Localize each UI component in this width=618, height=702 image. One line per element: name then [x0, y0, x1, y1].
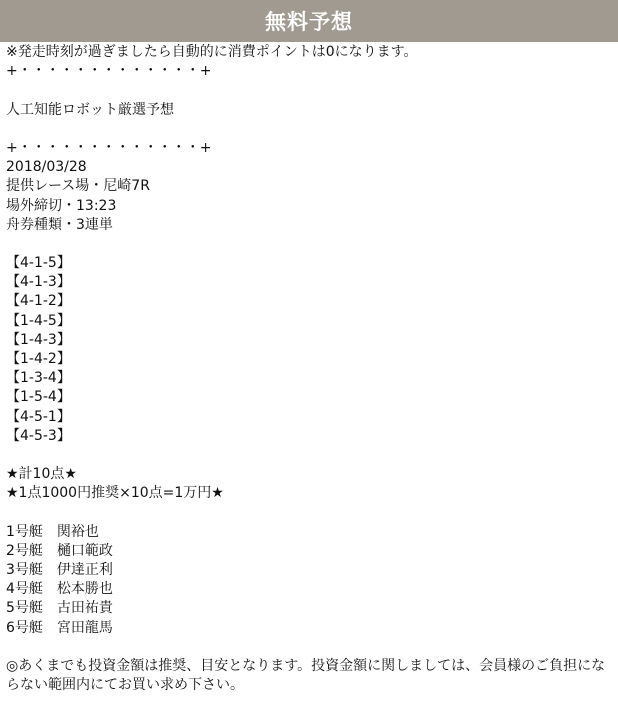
spacer — [6, 81, 612, 100]
ticket-type: 舟券種類・3連単 — [6, 216, 113, 233]
pick-item: 【4-5-1】 — [6, 408, 71, 425]
boat-entry: 1号艇 関裕也 — [6, 523, 99, 540]
race-date: 2018/03/28 — [6, 159, 87, 176]
pick-item: 【1-4-2】 — [6, 351, 71, 367]
total-points: ★計10点★ — [6, 466, 77, 483]
page-header — [0, 0, 618, 42]
spacer — [6, 235, 612, 254]
spacer — [6, 504, 612, 523]
pick-item: 【4-1-3】 — [6, 274, 71, 291]
pick-item: 【1-4-3】 — [6, 331, 71, 348]
page-title: 無料予想 — [265, 10, 353, 34]
spacer — [6, 446, 612, 465]
boat-entry: 2号艇 樋口範政 — [6, 542, 113, 559]
pick-item: 【4-1-2】 — [6, 293, 71, 310]
spacer — [6, 120, 612, 139]
separator-bottom: +・・・・・・・・・・・・・+ — [6, 139, 212, 156]
pick-item: 【4-5-3】 — [6, 427, 71, 444]
pick-item: 【1-3-4】 — [6, 370, 71, 387]
notice-text: ※発走時刻が過ぎましたら自動的に消費ポイントは0になります。 — [6, 44, 418, 60]
bet-info: ★1点1000円推奨×10点=1万円★ — [6, 485, 224, 502]
prediction-content — [0, 42, 618, 695]
separator-top: +・・・・・・・・・・・・・+ — [6, 63, 212, 80]
spacer — [6, 638, 612, 657]
boat-entry: 4号艇 松本勝也 — [6, 581, 113, 598]
boat-entry: 5号艇 古田祐貴 — [6, 600, 113, 617]
footer-note: ◎あくまでも投資金額は推奨、目安となります。投資金額に関しましては、会員様のご負担にならない範囲内にてお買い求め下さい。 — [6, 658, 606, 694]
pick-item: 【1-4-5】 — [6, 312, 71, 329]
race-venue: 提供レース場・尼崎7R — [6, 178, 150, 195]
robot-title: 人工知能ロボット厳選予想 — [6, 101, 174, 118]
pick-item: 【4-1-5】 — [6, 255, 71, 272]
race-deadline: 場外締切・13:23 — [6, 197, 117, 214]
boat-entry: 3号艇 伊達正利 — [6, 562, 113, 579]
boat-entry: 6号艇 宮田龍馬 — [6, 619, 113, 636]
pick-item: 【1-5-4】 — [6, 389, 71, 406]
